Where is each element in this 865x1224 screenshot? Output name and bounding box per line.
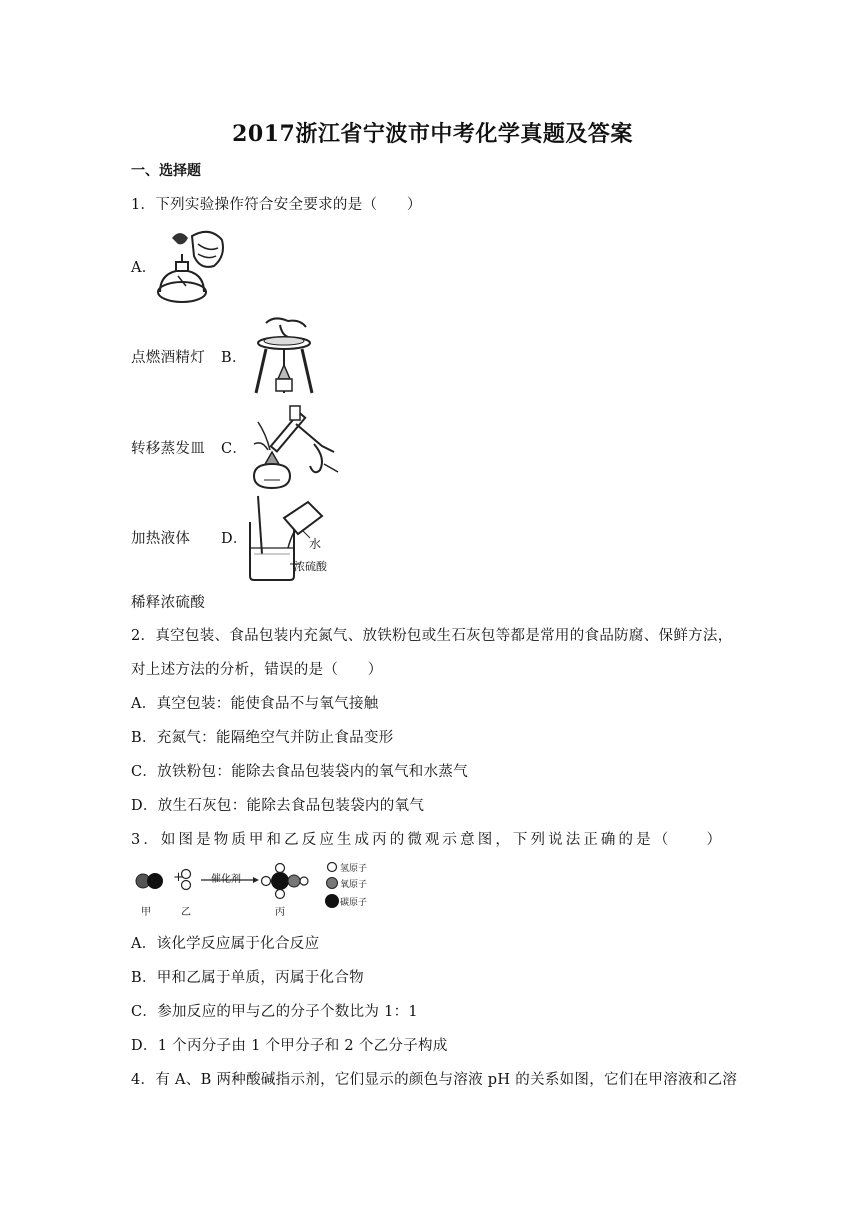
q1-option-a-caption: 点燃酒精灯 bbox=[131, 350, 205, 366]
q3-legend-hydrogen: 氢原子 bbox=[340, 864, 368, 874]
q1-option-c-letter: C． bbox=[221, 441, 248, 457]
q2-stem-line2: 对上述方法的分析，错误的是（ ） bbox=[131, 662, 383, 678]
q1-figure-b-moving-evaporating-dish bbox=[244, 315, 328, 397]
jia-carbon-atom bbox=[147, 873, 163, 889]
legend-oxygen-symbol bbox=[327, 878, 338, 889]
q3-label-jia: 甲 bbox=[141, 907, 151, 918]
q3-legend-oxygen: 氧原子 bbox=[340, 880, 368, 890]
q2-option-d: D．放生石灰包：能除去食品包装袋内的氧气 bbox=[131, 798, 425, 814]
q3-option-d: D．1 个丙分子由 1 个甲分子和 2 个乙分子构成 bbox=[131, 1038, 448, 1054]
q1-figure-a-alcohol-lamp-lighting bbox=[152, 226, 232, 306]
bing-hydrogen-atom bbox=[276, 864, 285, 873]
bing-hydrogen-atom bbox=[276, 890, 285, 899]
bing-oxygen-atom bbox=[288, 875, 300, 887]
q3-option-a: A．该化学反应属于化合反应 bbox=[131, 936, 320, 952]
q1-option-d-letter: D． bbox=[221, 531, 248, 547]
q1-d-label-acid: 浓硫酸 bbox=[294, 560, 327, 573]
q3-stem: 3．如图是物质甲和乙反应生成丙的微观示意图，下列说法正确的是（ ） bbox=[131, 832, 725, 848]
bing-carbon-atom bbox=[271, 872, 289, 890]
section-heading: 一、选择题 bbox=[131, 163, 201, 179]
q1-option-c-caption: 加热液体 bbox=[131, 531, 191, 547]
q2-option-b: B．充氮气：能隔绝空气并防止食品变形 bbox=[131, 730, 394, 746]
legend-hydrogen-symbol bbox=[328, 863, 337, 872]
legend-carbon-symbol bbox=[325, 894, 339, 908]
q3-option-c: C．参加反应的甲与乙的分子个数比为 1：1 bbox=[131, 1004, 418, 1020]
q2-option-c: C．放铁粉包：能除去食品包装袋内的氧气和水蒸气 bbox=[131, 764, 468, 780]
q3-plus-sign: + bbox=[173, 870, 184, 885]
q1-option-d-caption: 稀释浓硫酸 bbox=[131, 595, 205, 611]
q4-stem: 4．有 A、B 两种酸碱指示剂，它们显示的颜色与溶液 pH 的关系如图，它们在甲溶液和乙溶 bbox=[131, 1072, 738, 1088]
bing-hydrogen-atom bbox=[300, 877, 308, 885]
q1-figure-c-heating-liquid bbox=[244, 404, 344, 490]
q3-label-yi: 乙 bbox=[181, 907, 191, 918]
q1-d-label-water: 水 bbox=[309, 537, 322, 551]
q1-option-b-letter: B． bbox=[221, 350, 247, 366]
q3-option-b: B．甲和乙属于单质，丙属于化合物 bbox=[131, 970, 364, 986]
q3-label-bing: 丙 bbox=[275, 907, 285, 918]
q1-option-b-caption: 转移蒸发皿 bbox=[131, 441, 205, 457]
q1-option-a-letter: A． bbox=[131, 260, 157, 276]
q3-legend-carbon: 碳原子 bbox=[340, 898, 368, 908]
q1-stem: 1．下列实验操作符合安全要求的是（ ） bbox=[131, 197, 422, 213]
q2-stem-line1: 2．真空包装、食品包装内充氮气、放铁粉包或生石灰包等都是常用的食品防腐、保鲜方法， bbox=[131, 628, 733, 644]
q2-option-a: A．真空包装：能使食品不与氧气接触 bbox=[131, 696, 379, 712]
page-title: 2017浙江省宁波市中考化学真题及答案 bbox=[232, 121, 633, 147]
q3-catalyst-label: 催化剂 bbox=[211, 874, 241, 885]
bing-hydrogen-atom bbox=[262, 877, 271, 886]
